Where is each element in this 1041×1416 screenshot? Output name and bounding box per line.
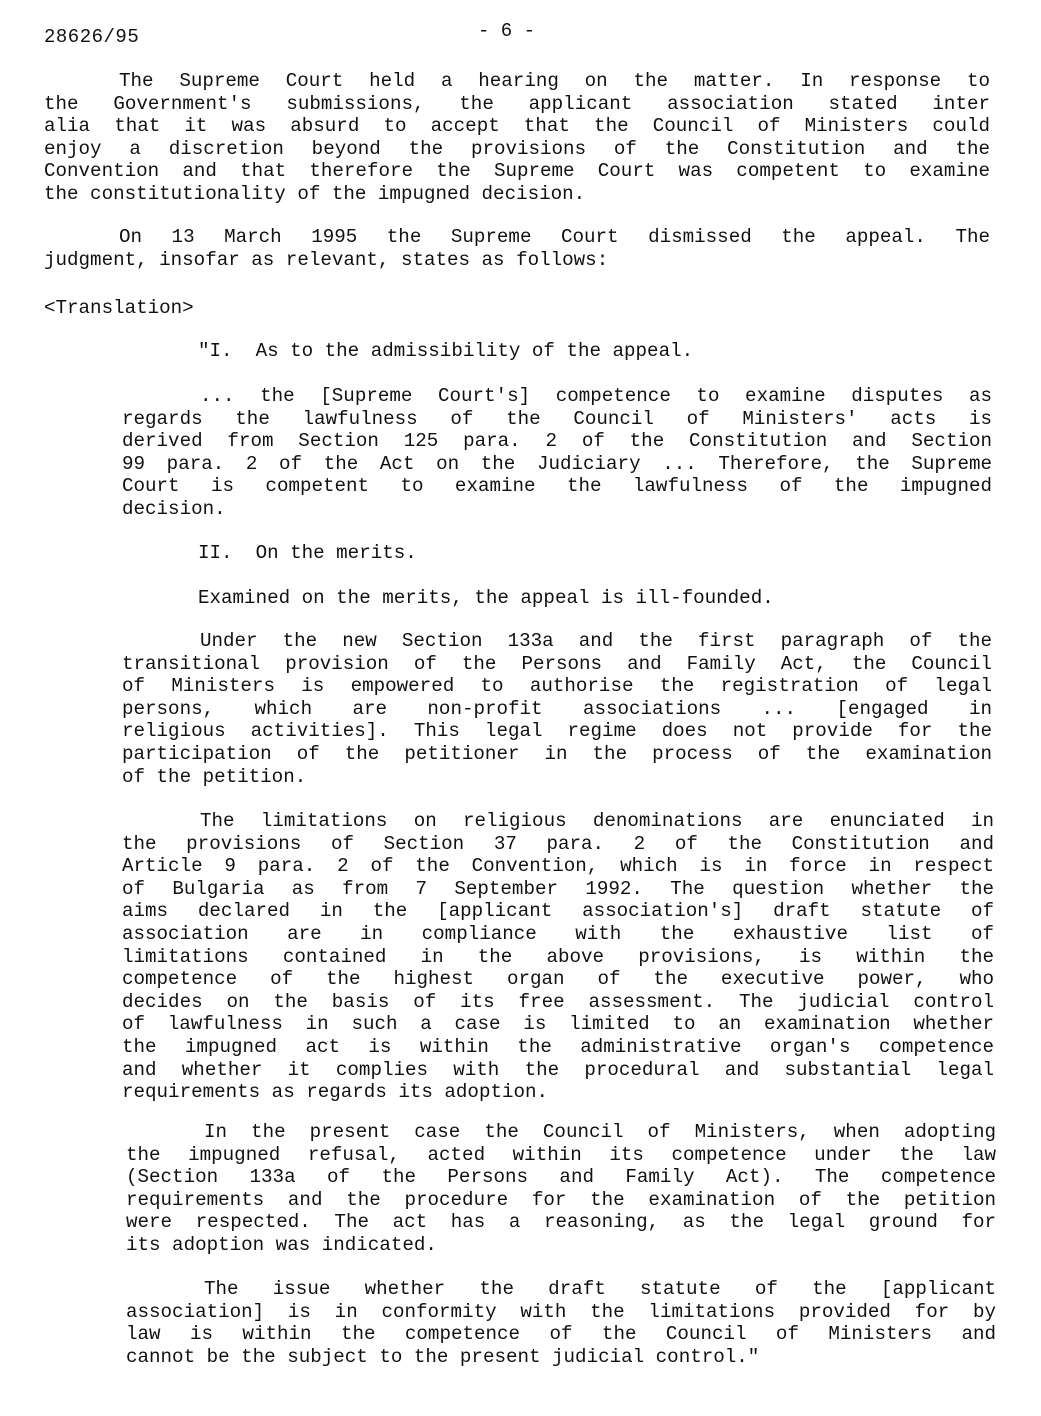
text-line: limitations contained in the above provisions, is within the bbox=[122, 945, 994, 968]
text-line: requirements and the procedure for the examination of the petition bbox=[126, 1188, 996, 1211]
section-heading-admissibility: "I. As to the admissibility of the appeal. bbox=[198, 340, 694, 362]
text-line: enjoy a discretion beyond the provisions of the Constitution and the bbox=[44, 137, 990, 160]
text-line: Court is competent to examine the lawfulness of the impugned bbox=[122, 475, 992, 498]
text-line: of Bulgaria as from 7 September 1992. The question whether the bbox=[122, 877, 994, 900]
text-line: requirements as regards its adoption. bbox=[122, 1081, 549, 1104]
text-line: association] is in conformity with the limitations provided for by bbox=[126, 1300, 996, 1323]
text-line: Article 9 para. 2 of the Convention, which is in force in respect bbox=[122, 855, 994, 878]
page-number: - 6 - bbox=[478, 20, 536, 42]
text-line: the provisions of Section 37 para. 2 of the Constitution and bbox=[122, 832, 994, 855]
text-line: religious activities]. This legal regime does not provide for the bbox=[122, 720, 992, 743]
text-line: aims declared in the [applicant association's] draft statute of bbox=[122, 900, 994, 923]
text-line: ... the [Supreme Court's] competence to examine disputes as bbox=[200, 385, 992, 407]
text-line: On 13 March 1995 the Supreme Court dismissed the appeal. The bbox=[119, 226, 990, 248]
translation-label: <Translation> bbox=[44, 297, 194, 319]
text-line: cannot be the subject to the present judicial control." bbox=[126, 1345, 760, 1368]
section-heading-merits: II. On the merits. bbox=[198, 542, 417, 564]
text-line: transitional provision of the Persons and Family Act, the Council bbox=[122, 652, 992, 675]
paragraph-legal-regime bbox=[122, 630, 992, 788]
text-line: The limitations on religious denominations are enunciated in bbox=[200, 810, 994, 832]
text-line: alia that it was absurd to accept that the Council of Ministers could bbox=[44, 115, 990, 138]
paragraph-conformity-issue bbox=[126, 1278, 996, 1368]
text-line: Under the new Section 133a and the first paragraph of the bbox=[200, 630, 992, 652]
text-line: Convention and that therefore the Supreme Court was competent to examine bbox=[44, 160, 990, 183]
text-line: The Supreme Court held a hearing on the matter. In response to bbox=[119, 70, 990, 92]
text-line: were respected. The act has a reasoning, as the legal ground for bbox=[126, 1211, 996, 1234]
paragraph-limitations bbox=[122, 810, 994, 1104]
text-line: competence of the highest organ of the executive power, who bbox=[122, 968, 994, 991]
text-line: of Ministers is empowered to authorise the registration of legal bbox=[122, 675, 992, 698]
text-line: regards the lawfulness of the Council of Ministers' acts is bbox=[122, 407, 992, 430]
paragraph-present-case bbox=[126, 1121, 996, 1257]
paragraph-competence bbox=[122, 385, 992, 521]
text-line: 99 para. 2 of the Act on the Judiciary ... Therefore, the Supreme bbox=[122, 452, 992, 475]
text-line: association are in compliance with the exhaustive list of bbox=[122, 922, 994, 945]
text-line: derived from Section 125 para. 2 of the Constitution and Section bbox=[122, 430, 992, 453]
text-line: participation of the petitioner in the process of the examination bbox=[122, 742, 992, 765]
paragraph-dismissal bbox=[44, 226, 990, 271]
text-line: the constitutionality of the impugned decision. bbox=[44, 182, 586, 205]
text-line: the impugned refusal, acted within its competence under the law bbox=[126, 1143, 996, 1166]
paragraph-hearing bbox=[44, 70, 990, 206]
text-line: decides on the basis of its free assessment. The judicial control bbox=[122, 990, 994, 1013]
text-line: of the petition. bbox=[122, 765, 307, 788]
text-line: In the present case the Council of Ministers, when adopting bbox=[204, 1121, 996, 1143]
file-reference: 28626/95 bbox=[44, 26, 140, 48]
text-line: law is within the competence of the Council of Ministers and bbox=[126, 1323, 996, 1346]
text-line: and whether it complies with the procedural and substantial legal bbox=[122, 1058, 994, 1081]
text-line: of lawfulness in such a case is limited to an examination whether bbox=[122, 1013, 994, 1036]
text-line: (Section 133a of the Persons and Family Act). The competence bbox=[126, 1166, 996, 1189]
text-line: the Government's submissions, the applicant association stated inter bbox=[44, 92, 990, 115]
paragraph-ill-founded: Examined on the merits, the appeal is ill-founded. bbox=[198, 587, 774, 609]
text-line: persons, which are non-profit associations ... [engaged in bbox=[122, 697, 992, 720]
text-line: its adoption was indicated. bbox=[126, 1233, 437, 1256]
text-line: decision. bbox=[122, 497, 226, 520]
text-line: The issue whether the draft statute of the [applicant bbox=[204, 1278, 996, 1300]
text-line: the impugned act is within the administrative organ's competence bbox=[122, 1035, 994, 1058]
text-line: judgment, insofar as relevant, states as follows: bbox=[44, 248, 609, 271]
